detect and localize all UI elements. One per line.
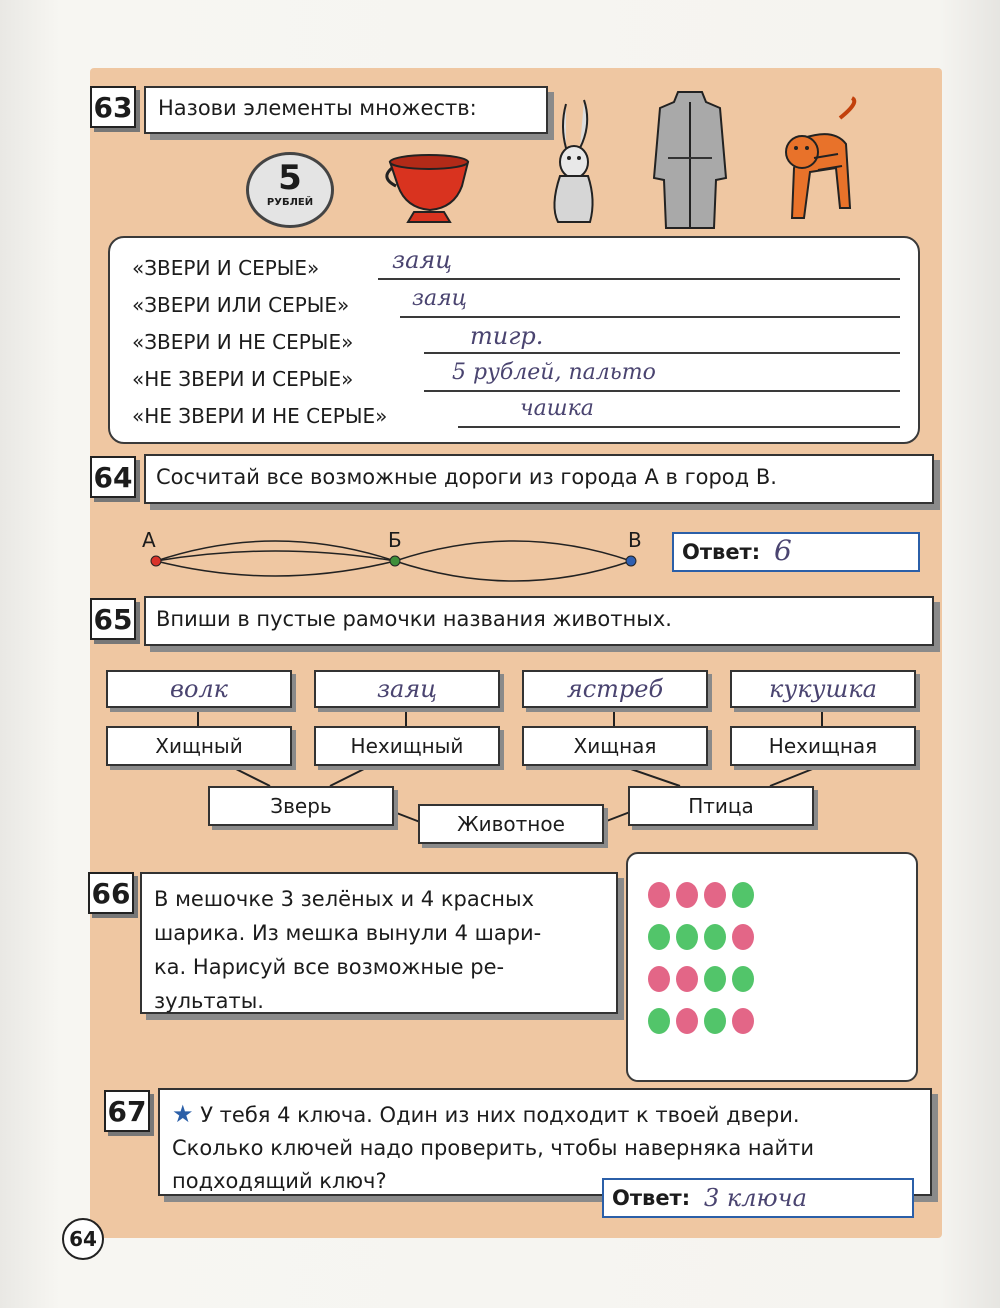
- prompt-line-text: У тебя 4 ключа. Один из них подходит к твоей двери.: [200, 1103, 800, 1127]
- green-ball: [732, 966, 754, 992]
- red-ball: [648, 882, 670, 908]
- animal-frame-3: [522, 670, 708, 708]
- red-ball: [732, 924, 754, 950]
- city-b-label: Б: [388, 528, 402, 552]
- red-ball: [704, 882, 726, 908]
- prompt-line: В мешочке 3 зелёных и 4 красных: [154, 887, 534, 911]
- animal-frame-4: [730, 670, 916, 708]
- type-label: Нехищная: [768, 734, 878, 758]
- prompt-line: шарика. Из мешка вынули 4 шари-: [154, 921, 542, 945]
- task-number-text: 65: [93, 603, 133, 636]
- page-number-text: 64: [69, 1227, 97, 1251]
- group-frame-bird: [628, 786, 814, 826]
- red-ball: [648, 966, 670, 992]
- green-ball: [732, 882, 754, 908]
- set-label: «ЗВЕРИ И СЕРЫЕ»: [132, 256, 320, 280]
- group-label: Птица: [688, 794, 754, 818]
- group-label: Зверь: [270, 794, 332, 818]
- handwritten-answer[interactable]: чашка: [520, 396, 594, 421]
- prompt-line: Сколько ключей надо проверить, чтобы наверняка найти: [172, 1136, 815, 1160]
- prompt-line: подходящий ключ?: [172, 1169, 387, 1193]
- type-frame-1: [106, 726, 292, 766]
- city-v-label: В: [628, 528, 642, 552]
- task-number-67: [104, 1090, 150, 1132]
- green-ball: [648, 924, 670, 950]
- task66-prompt: [140, 872, 618, 1014]
- task-number-text: 64: [93, 461, 133, 494]
- prompt-line: [172, 1098, 920, 1132]
- city-a-label: А: [142, 528, 156, 552]
- green-ball: [704, 966, 726, 992]
- handwritten-answer[interactable]: 6: [774, 534, 792, 567]
- animal-frame-2: [314, 670, 500, 708]
- task67-answer-box: [602, 1178, 914, 1218]
- type-frame-2: [314, 726, 500, 766]
- type-label: Хищный: [155, 734, 243, 758]
- animal-frame-1: [106, 670, 292, 708]
- group-frame-beast: [208, 786, 394, 826]
- prompt-line: зультаты.: [154, 989, 264, 1013]
- handwritten-answer[interactable]: 3 ключа: [704, 1184, 807, 1212]
- prompt-line: ка. Нарисуй все возможные ре-: [154, 955, 505, 979]
- handwritten-answer[interactable]: 5 рублей, пальто: [452, 360, 656, 385]
- handwritten-answer[interactable]: заяц: [376, 675, 438, 703]
- root-label: Животное: [457, 812, 565, 836]
- answer-label: Ответ:: [612, 1186, 691, 1210]
- type-frame-4: [730, 726, 916, 766]
- task65-prompt-text: Впиши в пустые рамочки названия животных.: [156, 607, 672, 631]
- coin-label: РУБЛЕЙ: [266, 197, 314, 208]
- task-number-text: 63: [93, 91, 133, 124]
- red-ball: [676, 1008, 698, 1034]
- answer-label: Ответ:: [682, 540, 761, 564]
- green-ball: [704, 1008, 726, 1034]
- green-ball: [676, 924, 698, 950]
- set-label: «НЕ ЗВЕРИ И НЕ СЕРЫЕ»: [132, 404, 388, 428]
- page-number-badge: [62, 1218, 104, 1260]
- handwritten-answer[interactable]: ястреб: [566, 675, 664, 703]
- handwritten-answer[interactable]: заяц: [392, 246, 453, 274]
- set-label: «ЗВЕРИ ИЛИ СЕРЫЕ»: [132, 293, 350, 317]
- green-ball: [704, 924, 726, 950]
- task64-prompt-text: Сосчитай все возможные дороги из города А в город В.: [156, 465, 777, 489]
- root-frame-animal: [418, 804, 604, 844]
- set-label: «НЕ ЗВЕРИ И СЕРЫЕ»: [132, 367, 354, 391]
- type-label: Хищная: [573, 734, 657, 758]
- task-number-66: [88, 872, 134, 914]
- task63-prompt-text: Назови элементы множеств:: [158, 96, 477, 120]
- red-ball: [676, 966, 698, 992]
- coin-value: 5: [278, 158, 302, 198]
- handwritten-answer[interactable]: волк: [169, 675, 229, 703]
- handwritten-answer[interactable]: тигр.: [470, 322, 544, 350]
- task-number-text: 66: [91, 877, 131, 910]
- red-ball: [676, 882, 698, 908]
- set-label: «ЗВЕРИ И НЕ СЕРЫЕ»: [132, 330, 354, 354]
- type-label: Нехищный: [350, 734, 464, 758]
- green-ball: [648, 1008, 670, 1034]
- handwritten-answer[interactable]: кукушка: [769, 675, 877, 703]
- type-frame-3: [522, 726, 708, 766]
- balls-drawing-box: [626, 852, 918, 1082]
- star-icon: ★: [172, 1100, 194, 1128]
- handwritten-answer[interactable]: заяц: [412, 286, 468, 311]
- red-ball: [732, 1008, 754, 1034]
- task-number-text: 67: [107, 1095, 147, 1128]
